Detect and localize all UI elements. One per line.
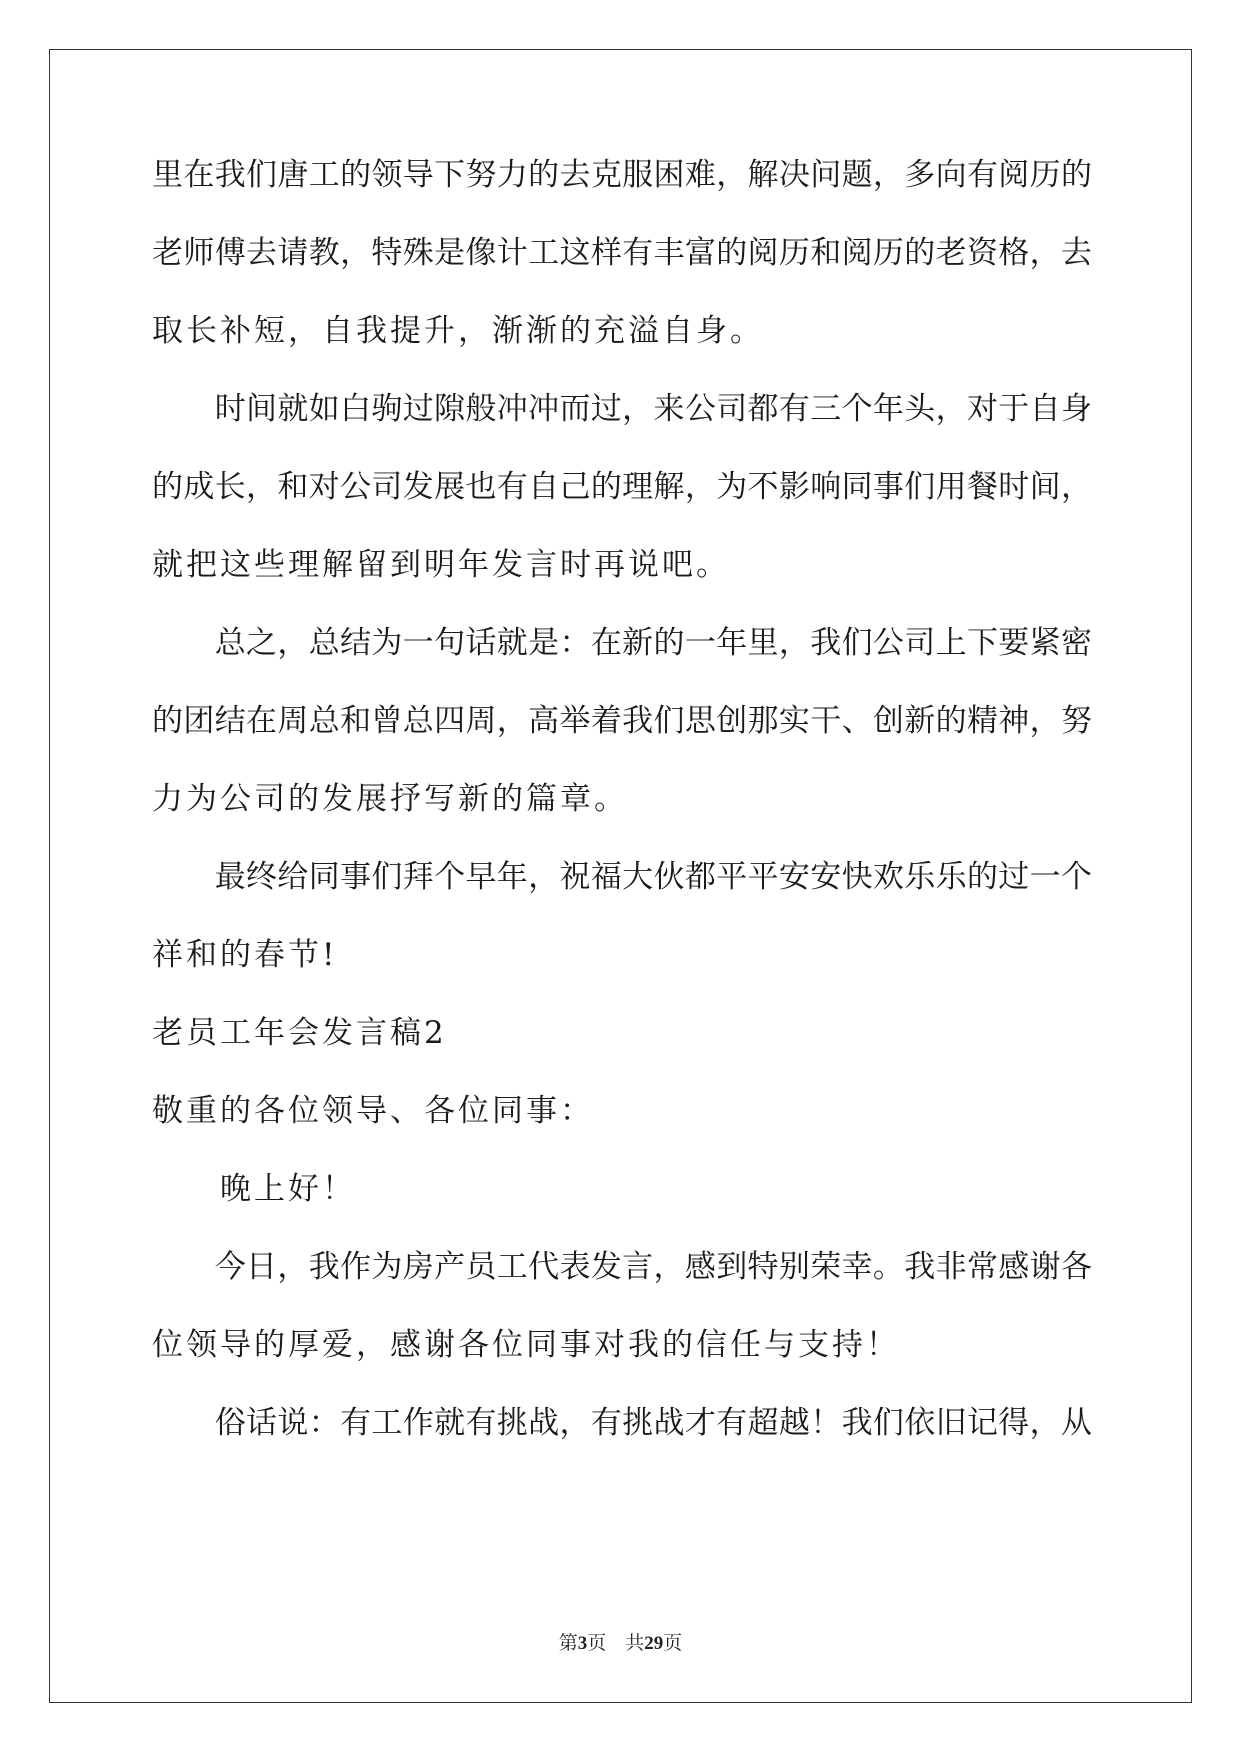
text-line: 今日，我作为房产员工代表发言，感到特别荣幸。我非常感谢各 — [152, 1249, 1092, 1285]
text-line: 的团结在周总和曾总四周，高举着我们思创那实干、创新的精神，努 — [152, 703, 1092, 739]
text-line: 位领导的厚爱，感谢各位同事对我的信任与支持！ — [152, 1327, 900, 1363]
current-page-number: 3 — [577, 1633, 588, 1654]
text-line: 力为公司的发展抒写新的篇章。 — [152, 781, 628, 817]
greeting: 晚上好！ — [152, 1171, 356, 1207]
page-footer — [0, 1628, 1241, 1655]
text-line: 时间就如白驹过隙般冲冲而过，来公司都有三个年头，对于自身 — [152, 391, 1092, 427]
text-line: 祥和的春节! — [152, 937, 338, 973]
text-line: 俗话说：有工作就有挑战，有挑战才有超越！我们依旧记得，从 — [152, 1405, 1092, 1441]
total-pages-number: 29 — [644, 1633, 664, 1654]
text-line: 最终给同事们拜个早年，祝福大伙都平平安安快欢乐乐的过一个 — [152, 859, 1092, 895]
text-line: 老师傅去请教，特殊是像计工这样有丰富的阅历和阅历的老资格，去 — [152, 235, 1092, 271]
section-heading: 老员工年会发言稿2 — [152, 1015, 447, 1051]
text-line: 里在我们唐工的领导下努力的去克服困难，解决问题，多向有阅历的 — [152, 157, 1092, 193]
text-line: 总之，总结为一句话就是：在新的一年里，我们公司上下要紧密 — [152, 625, 1092, 661]
footer-middle: 页 共 — [587, 1632, 645, 1654]
text-line: 取长补短，自我提升，渐渐的充溢自身。 — [152, 313, 764, 349]
salutation: 敬重的各位领导、各位同事： — [152, 1093, 594, 1129]
footer-suffix: 页 — [663, 1632, 683, 1654]
footer-prefix: 第 — [558, 1632, 578, 1654]
text-line: 就把这些理解留到明年发言时再说吧。 — [152, 547, 730, 583]
text-line: 的成长，和对公司发展也有自己的理解，为不影响同事们用餐时间， — [152, 469, 1092, 505]
